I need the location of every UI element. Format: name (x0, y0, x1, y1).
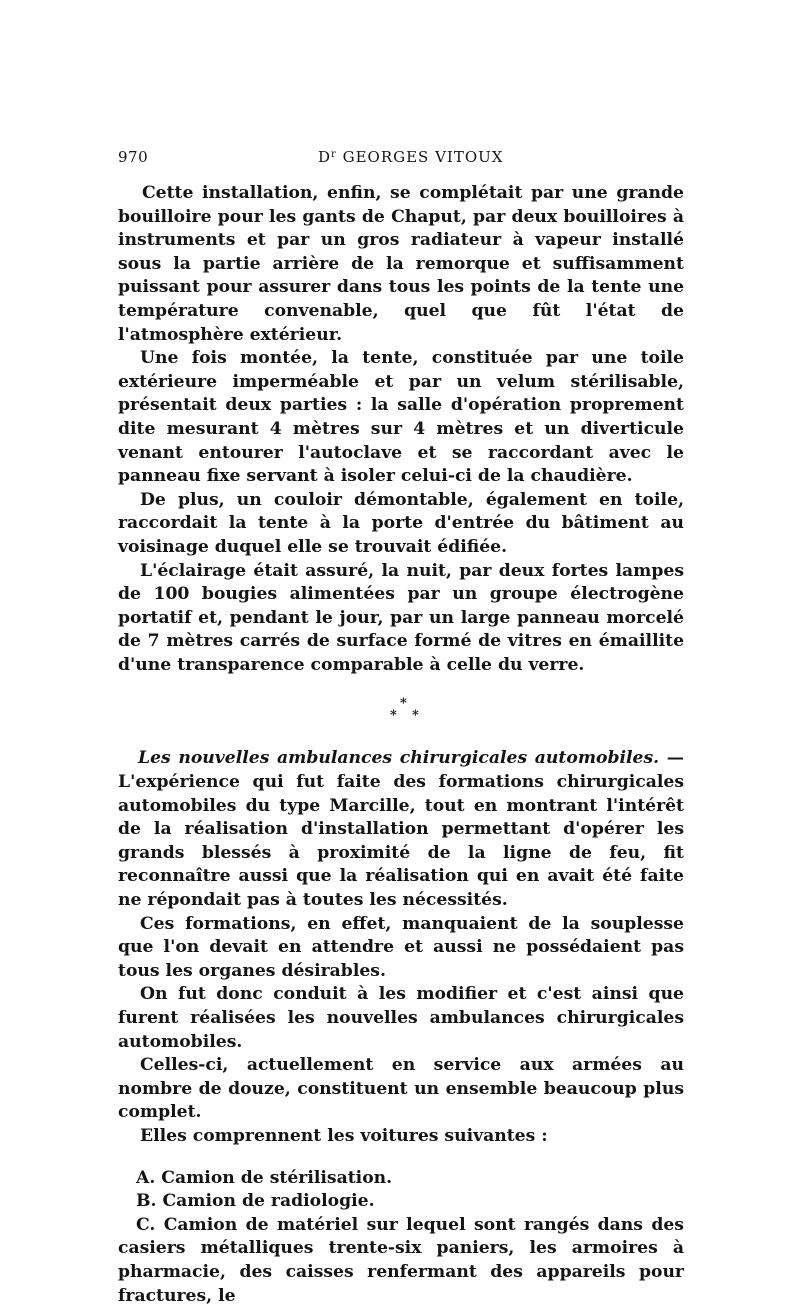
paragraph-formations: Ces formations, en effet, manquaient de la souplesse que l'on devait en attendre et aussi ne possédaient pas tous les organes désirables. (118, 913, 684, 981)
paragraph-voitures: Elles comprennent les voitures suivantes : (140, 1125, 548, 1146)
separator-star: * (390, 708, 397, 724)
paragraph-couloir: De plus, un couloir démontable, également en toile, raccordait la tente à la porte d'entrée du bâtiment au voisinage duquel elle se trouvait édifiée. (118, 489, 684, 557)
paragraph-service: Celles-ci, actuellement en service aux armées au nombre de douze, constituent un ensemble beaucoup plus complet. (118, 1055, 684, 1123)
list-item: A. Camion de stérilisation. (136, 1167, 393, 1188)
paragraph-modifier: On fut donc conduit à les modifier et c'est ainsi que furent réalisées les nouvelles ambulances chirurgicales automobiles. (118, 984, 684, 1052)
paragraph-installation: Cette installation, enfin, se complétait par une grande bouilloire pour les gants de Chaput, par deux bouilloires à instruments et par un gros radiateur à vapeur installé sous la partie arrière de la remorque et suffisamment puissant pour assurer dans tous les points de la tente une température convenable, quel que fût l'état de l'atmosphère extérieur. (118, 183, 684, 345)
paragraph-tente: Une fois montée, la tente, constituée par une toile extérieure imperméable et par un velum stérilisable, présentait deux parties : la salle d'opération proprement dite mesurant 4 mètres sur 4 mètres et un diverticule venant entourer l'autoclave et se raccordant avec le panneau fixe servant à isoler celui-ci de la chaudière. (118, 348, 684, 487)
page-number: 970 (118, 148, 149, 166)
page-header (118, 148, 684, 170)
running-head-sup: r (331, 149, 337, 160)
section-separator (118, 677, 684, 747)
list-item: B. Camion de radiologie. (136, 1191, 375, 1212)
body-text (118, 182, 684, 1308)
separator-star: * (412, 708, 419, 724)
vehicle-list (118, 1167, 684, 1308)
running-head-prefix: D (318, 148, 332, 166)
running-head-title: GEORGES VITOUX (342, 148, 504, 166)
paragraph-eclairage: L'éclairage était assuré, la nuit, par deux fortes lampes de 100 bougies alimentées par un groupe électrogène portatif et, pendant le jour, par un large panneau morcelé de 7 mètres carrés de surface formé de vitres en émaillite d'une transparence comparable à celle du verre. (118, 560, 684, 675)
section-intro-paragraph (118, 747, 684, 912)
section-heading: Les nouvelles ambulances chirurgicales automobiles. (138, 748, 660, 769)
running-head (318, 148, 503, 166)
separator-star: * (400, 696, 407, 712)
list-item: C. Camion de matériel sur lequel sont rangés dans des casiers métalliques trente-six paniers, les armoires à pharmacie, des caisses renfermant des appareils pour fractures, le (118, 1214, 684, 1306)
section-intro-text: — L'expérience qui fut faite des formations chirurgicales automobiles du type Marcille, tout en montrant l'intérêt de la réalisation d'installation permettant d'opérer les grands blessés à proximité de la ligne de feu, fit reconnaître aussi que la réalisation qui en avait été faite ne répondait pas à toutes les nécessités. (118, 748, 684, 911)
